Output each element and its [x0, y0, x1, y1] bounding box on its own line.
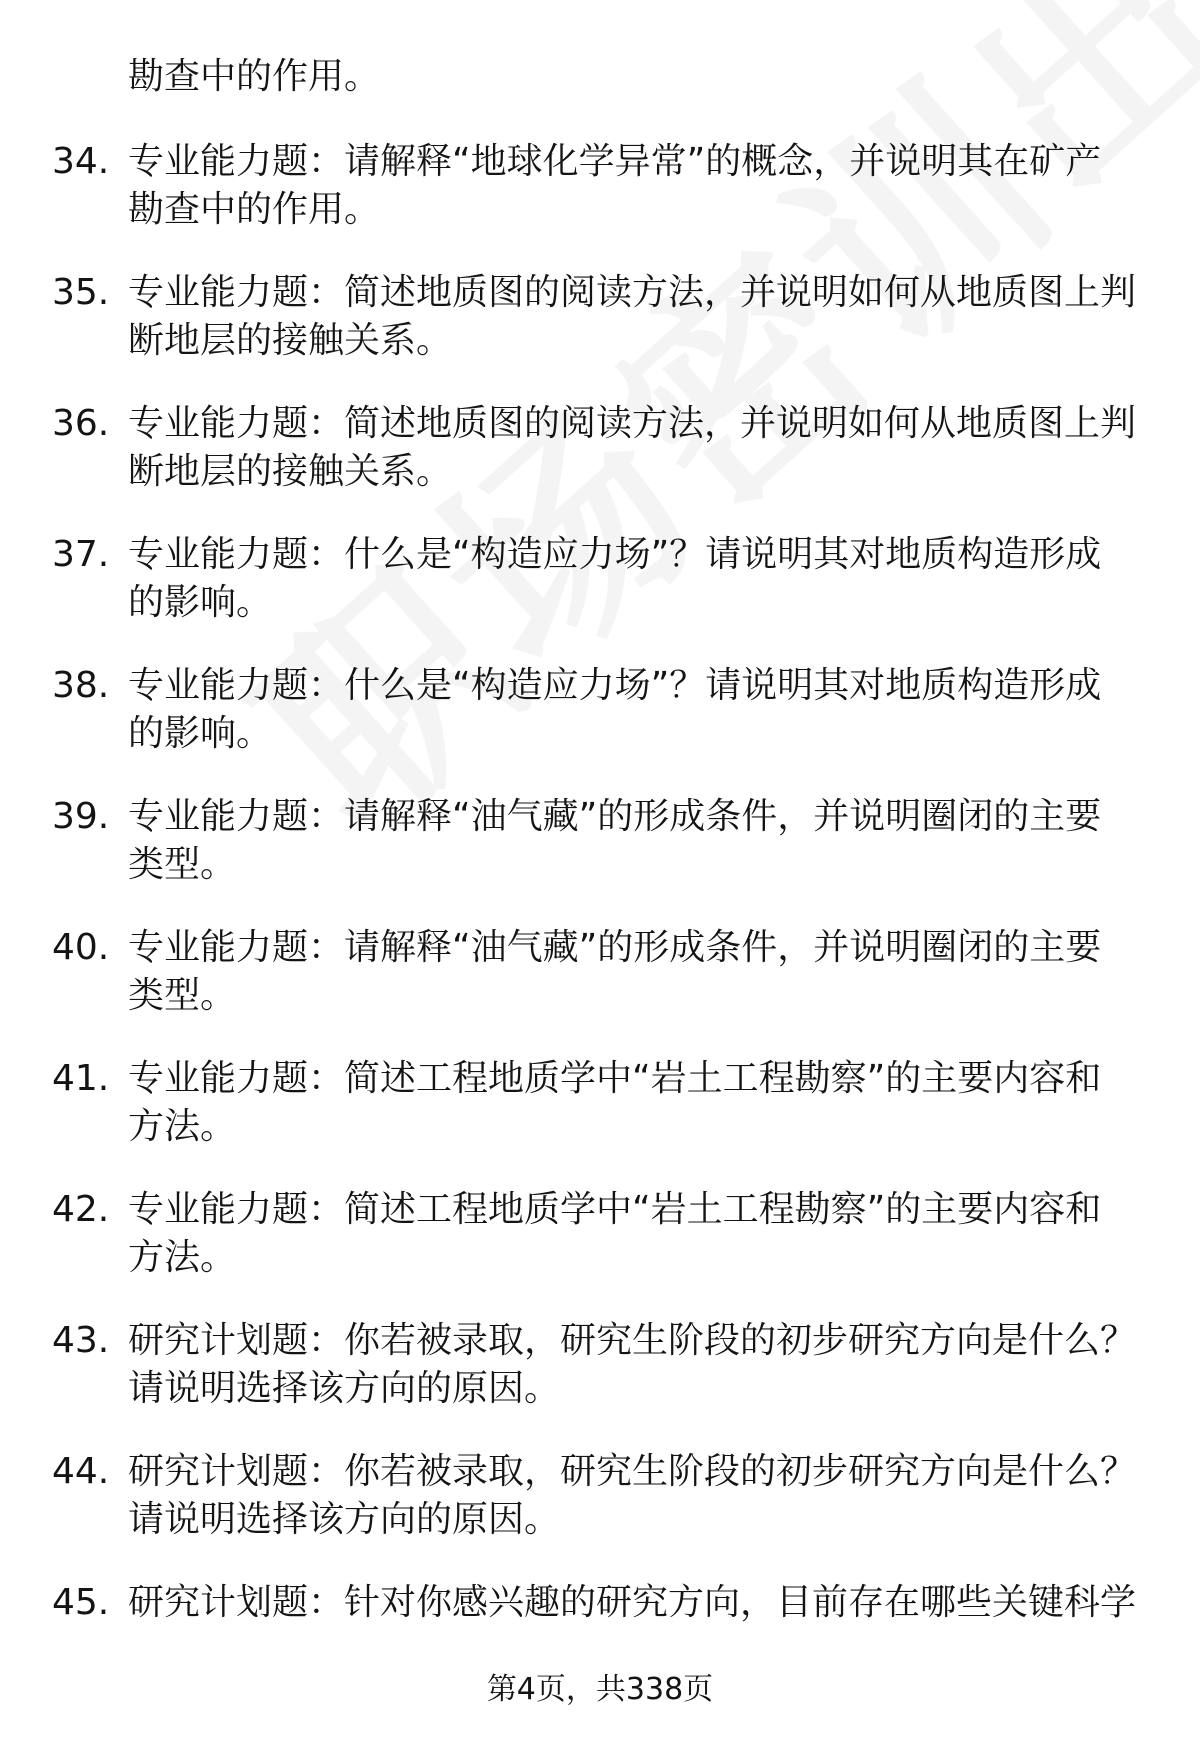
- question-text-line: 方法。: [128, 1237, 237, 1278]
- question-item: [0, 924, 1200, 1055]
- question-number: 37.: [52, 534, 110, 575]
- carry-over-line: 勘查中的作用。: [128, 56, 381, 97]
- question-text-line: 断地层的接触关系。: [128, 320, 453, 361]
- question-text: [128, 1317, 1143, 1413]
- question-text: [128, 269, 1143, 365]
- question-text-line: 研究计划题：针对你感兴趣的研究方向，目前存在哪些关键科学: [128, 1582, 1137, 1623]
- question-list: [0, 138, 1200, 1710]
- question-item: [0, 400, 1200, 531]
- question-item: [0, 1055, 1200, 1186]
- question-number: 39.: [52, 796, 110, 837]
- question-text: [128, 138, 1143, 234]
- question-text: [128, 1186, 1143, 1282]
- question-text: [128, 1448, 1143, 1544]
- question-number: 35.: [52, 272, 110, 313]
- question-number: 43.: [52, 1320, 110, 1361]
- question-text-line: 专业能力题：简述地质图的阅读方法，并说明如何从地质图上判: [128, 272, 1137, 313]
- page-footer: 第4页，共338页: [486, 1672, 714, 1707]
- question-item: [0, 1448, 1200, 1579]
- question-text: [128, 1055, 1143, 1151]
- question-number: 38.: [52, 665, 110, 706]
- question-text: [128, 400, 1143, 496]
- question-text: [128, 662, 1143, 758]
- question-number: 41.: [52, 1058, 110, 1099]
- question-number: 45.: [52, 1582, 110, 1623]
- question-text: [128, 1579, 1143, 1627]
- question-text-line: 请说明选择该方向的原因。: [128, 1368, 561, 1409]
- question-number: 40.: [52, 927, 110, 968]
- question-text-line: 专业能力题：什么是“构造应力场”？请说明其对地质构造形成: [128, 534, 1102, 575]
- question-item: [0, 531, 1200, 662]
- question-text-line: 专业能力题：请解释“地球化学异常”的概念，并说明其在矿产: [128, 141, 1102, 182]
- question-item: [0, 662, 1200, 793]
- question-item: [0, 138, 1200, 269]
- question-text-line: 的影响。: [128, 582, 273, 623]
- question-text: [128, 793, 1143, 889]
- question-text: [128, 924, 1143, 1020]
- question-number: 42.: [52, 1189, 110, 1230]
- question-text-line: 断地层的接触关系。: [128, 451, 453, 492]
- question-item: [0, 269, 1200, 400]
- question-text-line: 专业能力题：简述工程地质学中“岩土工程勘察”的主要内容和: [128, 1189, 1102, 1230]
- question-text-line: 研究计划题：你若被录取，研究生阶段的初步研究方向是什么？: [128, 1451, 1137, 1492]
- question-number: 36.: [52, 403, 110, 444]
- question-text-line: 研究计划题：你若被录取，研究生阶段的初步研究方向是什么？: [128, 1320, 1137, 1361]
- question-number: 44.: [52, 1451, 110, 1492]
- question-text-line: 类型。: [128, 844, 237, 885]
- question-item: [0, 1317, 1200, 1448]
- question-text-line: 专业能力题：什么是“构造应力场”？请说明其对地质构造形成: [128, 665, 1102, 706]
- question-text-line: 专业能力题：请解释“油气藏”的形成条件，并说明圈闭的主要: [128, 927, 1102, 968]
- question-text-line: 专业能力题：请解释“油气藏”的形成条件，并说明圈闭的主要: [128, 796, 1102, 837]
- question-text-line: 的影响。: [128, 713, 273, 754]
- question-number: 34.: [52, 141, 110, 182]
- question-text-line: 勘查中的作用。: [128, 189, 381, 230]
- question-text-line: 类型。: [128, 975, 237, 1016]
- question-text-line: 专业能力题：简述地质图的阅读方法，并说明如何从地质图上判: [128, 403, 1137, 444]
- question-text-line: 方法。: [128, 1106, 237, 1147]
- question-item: [0, 1186, 1200, 1317]
- question-text: [128, 531, 1143, 627]
- question-text-line: 专业能力题：简述工程地质学中“岩土工程勘察”的主要内容和: [128, 1058, 1102, 1099]
- question-item: [0, 793, 1200, 924]
- question-text-line: 请说明选择该方向的原因。: [128, 1499, 561, 1540]
